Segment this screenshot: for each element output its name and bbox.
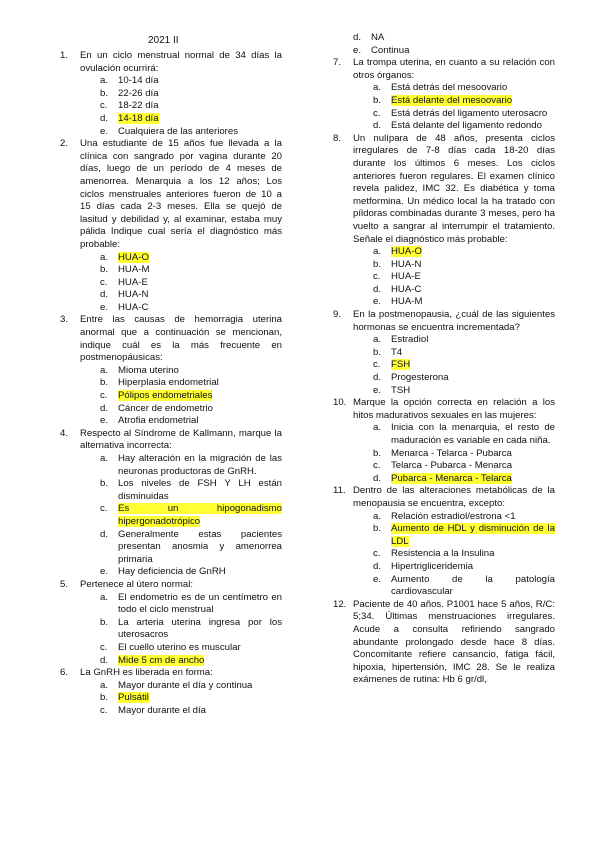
- option-text: Cualquiera de las anteriores: [118, 125, 238, 137]
- option-text: Los niveles de FSH Y LH están disminuidas: [118, 478, 282, 502]
- question-text: Marque la opción correcta en relación a los hitos madurativos sexuales en las mujeres:: [353, 397, 555, 421]
- option-text: HUA-N: [118, 289, 149, 301]
- answer-option: [100, 302, 282, 315]
- option-letter: a.: [373, 422, 382, 434]
- answer-option: [100, 390, 282, 403]
- option-letter: e.: [100, 415, 109, 427]
- answer-option: [100, 88, 282, 101]
- answer-option: [353, 32, 555, 45]
- answer-option: [373, 448, 555, 461]
- option-text: 22-26 día: [118, 87, 159, 99]
- option-text: TSH: [391, 384, 411, 396]
- question-text: Entre las causas de hemorragia uterina anormal que a continuación se mencionan, indique cuál es la más frecuente en postmenopáusicas:: [80, 314, 282, 364]
- option-letter: a.: [100, 364, 109, 376]
- question-text: Un nulípara de 48 años, presenta ciclos irregulares de 7-8 días cada 18-20 días durante los últimos 6 meses. Los ciclos anteriores fueron regulares. El examen clínico revela palidez, IMC 32. Es diabética y toma metformina. Un médico local la ha tratado con píldoras combinadas durante 3 meses, pero ha vuelto a sangrar al interrumpir el tratamiento. Señale el diagnóstico más probable:: [353, 132, 555, 245]
- question-text: Pertenece al útero normal:: [80, 578, 194, 590]
- answer-option: [100, 277, 282, 290]
- option-text: Inicia con la menarquia, el resto de maduración es variable en cada niña.: [391, 422, 555, 446]
- answer-option: [100, 566, 282, 579]
- option-letter: e.: [373, 573, 382, 585]
- option-letter: c.: [373, 271, 381, 283]
- question-number: 1.: [60, 50, 69, 61]
- answer-option: [373, 548, 555, 561]
- answer-option: [373, 82, 555, 95]
- option-letter: e.: [100, 566, 109, 578]
- option-letter: c.: [100, 276, 108, 288]
- option-letter: c.: [100, 503, 108, 515]
- answer-option: [100, 252, 282, 265]
- option-letter: c.: [373, 359, 381, 371]
- option-text: HUA-E: [391, 271, 421, 283]
- answer-option: [100, 680, 282, 693]
- option-text: HUA-M: [391, 296, 423, 308]
- option-text: Mioma uterino: [118, 364, 179, 376]
- option-letter: d.: [100, 289, 109, 301]
- right-question-list: [333, 57, 555, 687]
- option-letter: c.: [100, 100, 108, 112]
- option-letter: d.: [100, 112, 109, 124]
- answer-option: [100, 453, 282, 478]
- option-letter: b.: [373, 523, 382, 535]
- option-letter: c.: [373, 548, 381, 560]
- option-letter: b.: [100, 692, 109, 704]
- option-text: 10-14 día: [118, 75, 159, 87]
- option-text: Mayor durante el día y continua: [118, 679, 253, 691]
- answer-option: [100, 592, 282, 617]
- option-text: Resistencia a la Insulina: [391, 548, 495, 560]
- answer-option: [373, 95, 555, 108]
- option-letter: d.: [353, 32, 362, 43]
- answer-option: [373, 561, 555, 574]
- answer-option: [373, 523, 555, 548]
- question-text: Dentro de las alteraciones metabólicas de la menopausia se encuentra, excepto:: [353, 485, 555, 509]
- option-text: Progesterona: [391, 372, 449, 384]
- option-text: HUA-M: [118, 264, 150, 276]
- question-text: En la postmenopausia, ¿cuál de las siguientes hormonas se encuentra incrementada?: [353, 309, 555, 333]
- option-letter: a.: [100, 679, 109, 691]
- option-text: La arteria uterina ingresa por los uterosacros: [118, 616, 282, 641]
- answer-option: [373, 460, 555, 473]
- option-text: HUA-O: [391, 246, 422, 258]
- question-number: 9.: [333, 309, 342, 321]
- answer-option: [100, 113, 282, 126]
- option-letter: b.: [100, 264, 109, 276]
- answer-option: [373, 334, 555, 347]
- answer-option: [373, 347, 555, 360]
- option-text: Pólipos endometriales: [118, 390, 213, 402]
- option-letter: c.: [100, 641, 108, 653]
- option-text: Cáncer de endometrio: [118, 402, 213, 414]
- question-number: 2.: [60, 138, 69, 150]
- option-letter: d.: [100, 528, 109, 540]
- question-number: 4.: [60, 427, 69, 439]
- option-text: Hipertrigliceridemia: [391, 560, 474, 572]
- question-text: La GnRH es liberada en forma:: [80, 667, 213, 679]
- option-text: Está detrás del mesoovario: [391, 82, 508, 94]
- option-text: Aumento de HDL y disminución de la LDL: [391, 523, 555, 547]
- option-list: [353, 511, 555, 599]
- option-text: T4: [391, 346, 403, 358]
- question-item: [60, 50, 282, 138]
- option-letter: b.: [100, 377, 109, 389]
- option-text: Está delante del ligamento redondo: [391, 120, 542, 132]
- option-letter: b.: [100, 478, 109, 490]
- option-letter: d.: [373, 472, 382, 484]
- option-text: Hay alteración en la migración de las neuronas productoras de GnRH.: [118, 453, 282, 477]
- option-list: [353, 334, 555, 397]
- option-letter: a.: [100, 251, 109, 263]
- answer-option: [100, 377, 282, 390]
- answer-option: [100, 264, 282, 277]
- answer-option: [373, 259, 555, 272]
- option-letter: a.: [373, 82, 382, 94]
- answer-option: [100, 289, 282, 302]
- option-text: Pulsátil: [118, 692, 149, 704]
- option-list: [80, 252, 282, 315]
- answer-option: [373, 284, 555, 297]
- question-item: [60, 428, 282, 579]
- option-text: Mide 5 cm de ancho: [118, 654, 205, 666]
- option-list: [80, 365, 282, 428]
- answer-option: [100, 75, 282, 88]
- option-text: Menarca - Telarca - Pubarca: [391, 447, 512, 459]
- continued-options: [333, 32, 555, 57]
- option-text: El endometrio es de un centímetro en todo el ciclo menstrual: [118, 591, 282, 616]
- option-letter: e.: [100, 125, 109, 137]
- option-text: HUA-N: [391, 258, 422, 270]
- option-list: [353, 422, 555, 485]
- answer-option: [353, 45, 555, 58]
- option-text: Estradiol: [391, 334, 429, 346]
- option-text: 14-18 día: [118, 112, 159, 124]
- answer-option: [373, 359, 555, 372]
- option-letter: a.: [100, 591, 109, 603]
- option-letter: c.: [373, 107, 381, 119]
- question-number: 3.: [60, 314, 69, 326]
- option-text: HUA-E: [118, 276, 148, 288]
- option-letter: e.: [353, 44, 362, 56]
- answer-option: [373, 108, 555, 121]
- question-item: [60, 314, 282, 427]
- answer-option: [100, 415, 282, 428]
- question-number: 12.: [333, 598, 347, 610]
- question-item: [333, 397, 555, 485]
- question-text: Una estudiante de 15 años fue llevada a la clínica con sangrado por vagina durante 20 días, luego de un período de 4 meses de amenorrea. Menarquia a los 12 años; Los ciclos menstruales anteriores fueron de 10 a 15 días cada 2-3 meses. Ella se quejó de lasitud y debilidad y, al examinar, estaba muy pálida Indique cual sería el diagnóstico más probable:: [80, 138, 282, 250]
- option-text: Hay deficiencia de GnRH: [118, 566, 226, 578]
- question-item: [333, 133, 555, 309]
- answer-option: [100, 655, 282, 668]
- answer-option: [100, 478, 282, 503]
- question-number: 5.: [60, 578, 69, 590]
- option-list: [80, 592, 282, 668]
- option-letter: b.: [373, 346, 382, 358]
- question-text: La trompa uterina, en cuanto a su relación con otros órganos:: [353, 57, 555, 81]
- option-text: HUA-C: [391, 283, 422, 295]
- option-letter: a.: [100, 453, 109, 464]
- option-list: [80, 453, 282, 579]
- question-number: 11.: [333, 485, 346, 497]
- option-letter: a.: [373, 334, 382, 346]
- option-letter: b.: [100, 616, 109, 628]
- answer-option: [373, 296, 555, 309]
- answer-option: [100, 100, 282, 113]
- option-letter: a.: [373, 510, 382, 522]
- option-list: [80, 680, 282, 718]
- option-text: El cuello uterino es muscular: [118, 641, 241, 653]
- option-letter: d.: [373, 372, 382, 384]
- option-text: Es un hipogonadismo hipergonadotrópico: [118, 503, 282, 527]
- answer-option: [373, 473, 555, 486]
- left-column: [60, 34, 282, 717]
- question-item: [333, 485, 555, 598]
- question-text: Respecto al Síndrome de Kallmann, marque la alternativa incorrecta:: [80, 427, 282, 452]
- option-letter: d.: [373, 120, 382, 132]
- answer-option: [100, 617, 282, 642]
- option-text: Aumento de la patología cardiovascular: [391, 573, 555, 598]
- answer-option: [373, 385, 555, 398]
- option-letter: e.: [100, 301, 109, 313]
- question-text: Paciente de 40 años. P1001 hace 5 años, R/C: 5;34. Últimas menstruaciones irregulares. Acude a consulta refiriendo sangrado abundante prolongado desde hace 8 días. Concomitante refiere cansancio, fatiga fácil, hipoxia, hipertensión, IMC 28. Se le realiza exámenes de rutina: Hb 6 gr/dl,: [353, 598, 555, 686]
- option-letter: e.: [373, 384, 382, 396]
- option-letter: a.: [373, 246, 382, 258]
- question-item: [60, 667, 282, 717]
- question-text: En un ciclo menstrual normal de 34 días la ovulación ocurrirá:: [80, 50, 282, 74]
- option-letter: d.: [100, 402, 109, 414]
- answer-option: [373, 271, 555, 284]
- question-item: [333, 57, 555, 133]
- option-text: Mayor durante el día: [118, 704, 206, 716]
- option-text: Atrofia endometrial: [118, 415, 199, 427]
- document-title: 2021 II: [148, 35, 179, 46]
- option-text: Hiperplasia endometrial: [118, 377, 219, 389]
- question-item: [60, 138, 282, 314]
- answer-option: [100, 529, 282, 567]
- option-letter: c.: [100, 704, 108, 716]
- option-text: HUA-O: [118, 251, 149, 263]
- question-item: [60, 579, 282, 667]
- option-letter: d.: [100, 654, 109, 666]
- answer-option: [100, 692, 282, 705]
- question-item: [333, 599, 555, 687]
- option-letter: d.: [373, 560, 382, 572]
- option-letter: a.: [100, 75, 109, 87]
- option-letter: b.: [100, 87, 109, 99]
- option-letter: b.: [373, 258, 382, 270]
- option-text: Telarca - Pubarca - Menarca: [391, 460, 513, 472]
- option-list: [80, 75, 282, 138]
- answer-option: [373, 511, 555, 524]
- question-item: [333, 309, 555, 397]
- question-number: 10.: [333, 397, 347, 409]
- option-text: Pubarca - Menarca - Telarca: [391, 472, 512, 484]
- option-text: Generalmente estas pacientes presentan anosmia y amenorrea primaria: [118, 528, 282, 565]
- answer-option: [373, 574, 555, 599]
- right-column: [333, 32, 555, 687]
- option-letter: c.: [373, 460, 381, 472]
- answer-option: [100, 705, 282, 718]
- option-text: 18-22 día: [118, 100, 159, 112]
- option-text: FSH: [391, 359, 411, 371]
- question-number: 7.: [333, 57, 342, 69]
- option-text: Está delante del mesoovario: [391, 94, 513, 106]
- answer-option: [373, 372, 555, 385]
- option-text: Relación estradiol/estrona <1: [391, 510, 516, 522]
- option-list: [353, 246, 555, 309]
- option-text: Está detrás del ligamento uterosacro: [391, 107, 548, 119]
- option-letter: b.: [373, 447, 382, 459]
- option-letter: c.: [100, 390, 108, 402]
- question-number: 6.: [60, 667, 69, 679]
- option-letter: e.: [373, 296, 382, 308]
- option-text: HUA-C: [118, 301, 149, 313]
- left-question-list: [60, 50, 282, 717]
- option-letter: b.: [373, 94, 382, 106]
- option-text: NA: [371, 32, 385, 43]
- answer-option: [100, 126, 282, 139]
- answer-option: [100, 403, 282, 416]
- answer-option: [100, 642, 282, 655]
- answer-option: [373, 422, 555, 447]
- answer-option: [373, 246, 555, 259]
- answer-option: [100, 503, 282, 528]
- answer-option: [100, 365, 282, 378]
- question-number: 8.: [333, 132, 342, 144]
- answer-option: [373, 120, 555, 133]
- option-letter: d.: [373, 283, 382, 295]
- option-list: [353, 82, 555, 132]
- option-text: Continua: [371, 44, 410, 56]
